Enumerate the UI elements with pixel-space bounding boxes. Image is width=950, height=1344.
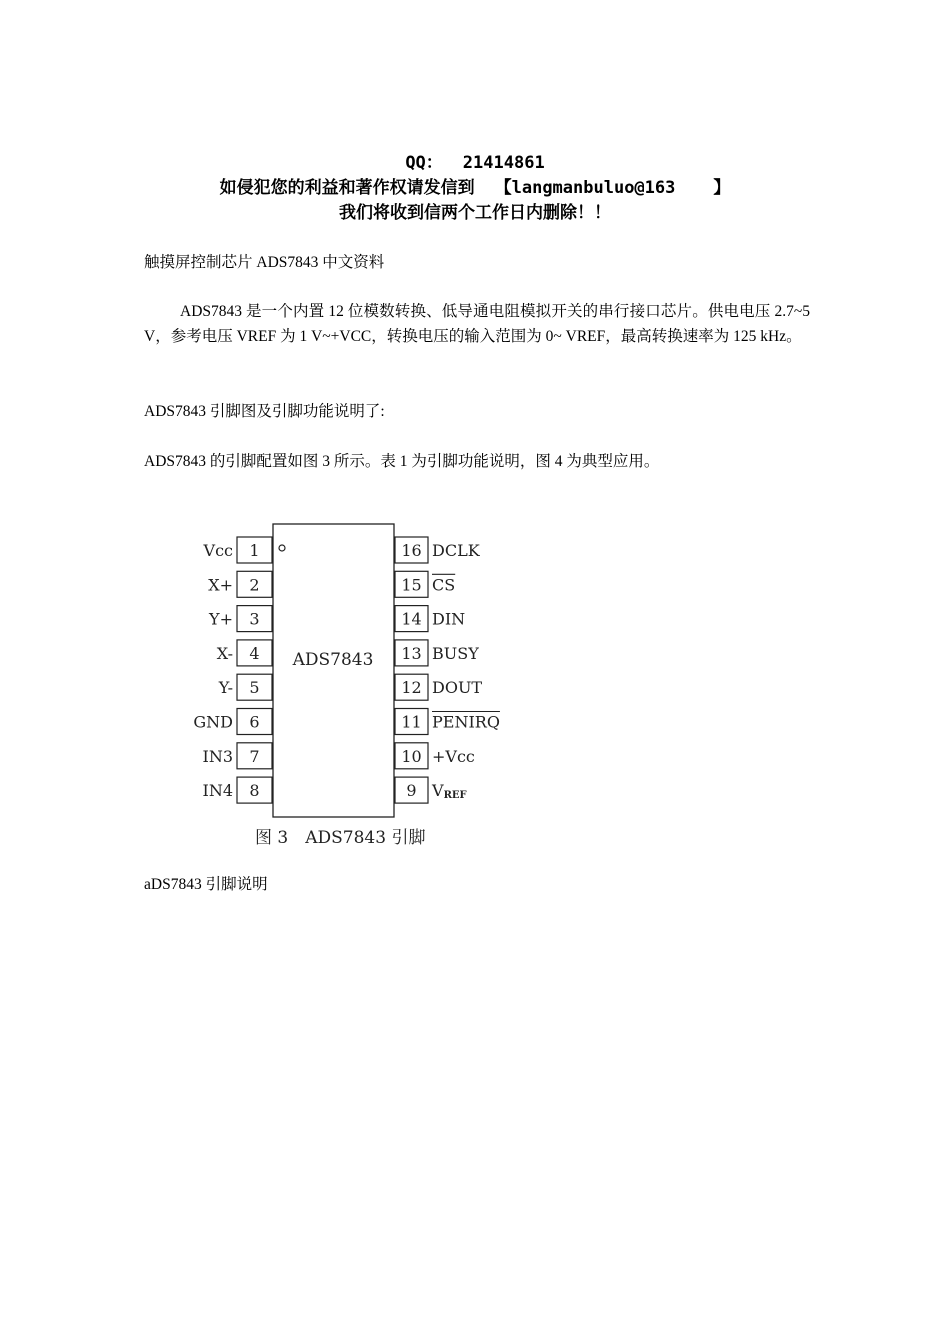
left-pin-number: 4 xyxy=(249,643,260,663)
left-pin-number: 8 xyxy=(249,781,260,801)
left-pin-number: 7 xyxy=(249,746,260,766)
header-copyright-line xyxy=(0,176,950,200)
left-pin-group xyxy=(193,537,272,803)
right-pin-number: 14 xyxy=(401,609,422,629)
right-pin-name: VREF xyxy=(432,781,467,802)
chip-body xyxy=(273,524,394,817)
left-pin-name: Y- xyxy=(218,678,233,698)
right-pin-number: 13 xyxy=(401,643,422,663)
close-bracket: 】 xyxy=(713,178,731,198)
left-pin-name: Vcc xyxy=(203,541,233,560)
right-pin-name: BUSY xyxy=(432,643,479,663)
open-bracket: 【 xyxy=(494,178,512,198)
left-pin-number: 2 xyxy=(249,575,260,595)
right-pin-name: PENIRQ xyxy=(432,712,500,732)
right-pin-group xyxy=(395,537,500,803)
pin-description-heading: aDS7843 引脚说明 xyxy=(144,876,268,893)
right-pin-number: 10 xyxy=(401,746,422,766)
header-removal-line: 我们将收到信两个工作日内删除！！ xyxy=(339,203,611,223)
left-pin-number: 6 xyxy=(249,712,260,732)
ads7843-pin-diagram xyxy=(180,515,520,855)
right-pin-number: 12 xyxy=(401,678,422,698)
right-pin-name: CS xyxy=(432,575,456,595)
figure-caption: 图 3 ADS7843 引脚 xyxy=(255,828,426,848)
right-pin-number: 11 xyxy=(401,712,422,732)
left-pin-name: GND xyxy=(193,712,233,732)
right-pin-name: DIN xyxy=(432,609,466,629)
left-pin-number: 1 xyxy=(249,541,260,560)
right-pin-name: DCLK xyxy=(432,541,480,560)
doc-title: 触摸屏控制芯片 ADS7843 中文资料 xyxy=(144,254,385,271)
intro-paragraph: ADS7843 是一个内置 12 位模数转换、低导通电阻模拟开关的串行接口芯片。供电电压 2.7~5 V，参考电压 VREF 为 1 V~+VCC，转换电压的输入范围为 0~ VREF，最高转换速率为 125 kHz。 xyxy=(144,303,810,345)
header-qq-line xyxy=(0,151,950,175)
left-pin-name: IN4 xyxy=(202,781,233,801)
right-pin-number: 16 xyxy=(401,541,422,560)
left-pin-number: 3 xyxy=(249,609,260,629)
pin-config-line: ADS7843 的引脚配置如图 3 所示。表 1 为引脚功能说明，图 4 为典型应用。 xyxy=(144,453,660,470)
right-pin-number: 9 xyxy=(406,781,417,801)
pin-name-subscript: REF xyxy=(443,790,467,802)
chip-name: ADS7843 xyxy=(292,650,374,670)
qq-number: 21414861 xyxy=(462,153,545,173)
right-pin-name: DOUT xyxy=(432,678,483,698)
left-pin-name: X- xyxy=(216,643,233,663)
pin-intro-line: ADS7843 引脚图及引脚功能说明了: xyxy=(144,403,385,420)
right-pin-name: +Vcc xyxy=(432,746,475,766)
qq-label: QQ： xyxy=(405,153,443,173)
left-pin-name: IN3 xyxy=(202,746,233,766)
contact-email: langmanbuluo@163 xyxy=(511,178,676,198)
left-pin-name: Y+ xyxy=(209,609,233,629)
left-pin-number: 5 xyxy=(249,678,260,698)
left-pin-name: X+ xyxy=(208,575,233,595)
copyright-notice: 如侵犯您的利益和著作权请发信到 xyxy=(219,178,475,198)
right-pin-number: 15 xyxy=(401,575,422,595)
